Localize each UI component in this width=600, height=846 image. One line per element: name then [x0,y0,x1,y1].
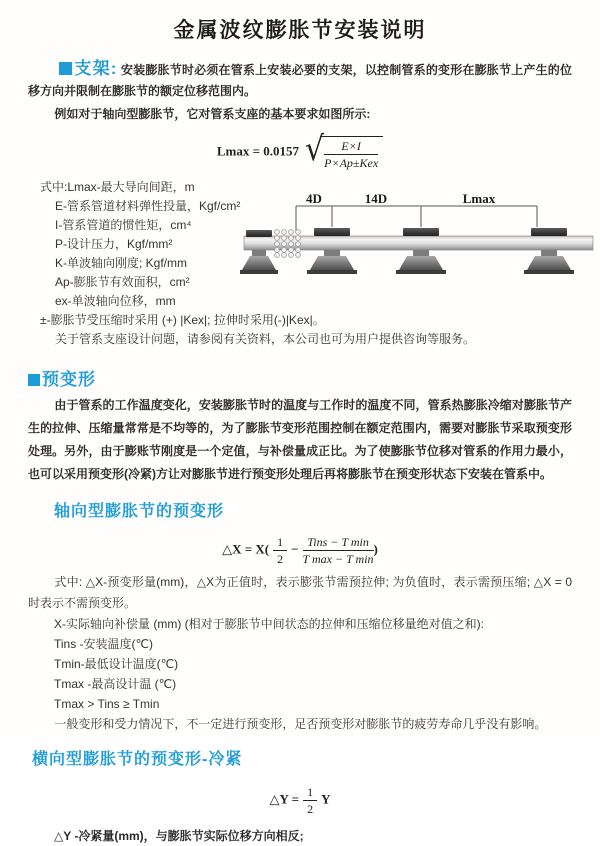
definition-line: P-设计压力，Kgf/mm² [55,237,173,251]
note-line: Tins -安装温度(℃) [54,637,154,651]
formula-dx-half [273,535,287,566]
definition-line: 式中:Lmax-最大导向间距，m [40,180,195,194]
formula-lmax-fraction [324,139,378,170]
formula-lmax [28,129,572,170]
predeform-heading-label: 预变形 [42,370,96,389]
dim-label-lmax: Lmax [462,192,496,206]
definition-line: Ap-膨胀节有效面积，cm² [55,275,190,289]
note-line: Tmin-最低设计温度(℃) [54,657,179,671]
note-line: X-实际轴向补偿量 (mm) (相对于膨胀节中间状态的拉伸和压缩位移量绝对值之和): [54,617,484,631]
half-numerator: 1 [273,535,287,551]
sqrt-content [320,136,383,170]
formula-lmax-numerator: E×I [324,139,378,155]
section-square-icon [59,62,72,75]
dy-note-line: △Y -冷紧量(mm)，与膨胀节实际位移方向相反; [54,829,304,843]
formula-dy-numerator: 1 [303,785,317,801]
sqrt-radical [305,129,383,170]
lateral-subsection-heading: 横向型膨胀节的预变形-冷紧 [32,751,243,768]
formula-dx-lhs: △X = X( [222,541,270,557]
support-section-heading [59,59,117,78]
formula-lmax-lhs: Lmax = 0.0157 [216,143,300,159]
definition-line: 关于管系支座设计问题，请参阅有关资料，本公司也可为用户提供咨询等服务。 [55,332,476,346]
definition-line: E-管系管道材料弹性投量，Kgf/cm² [55,199,241,213]
formula-dy-denominator: 2 [307,802,314,816]
half-denominator: 2 [277,552,284,566]
definition-line: I-管系管道的惯性矩，cm⁴ [55,218,192,232]
formula-dy-fraction [303,785,317,816]
predeform-section-heading [28,365,572,390]
support-intro-paragraph [28,58,572,102]
formula-lmax-denominator: P×Ap±Kex [324,156,379,170]
axial-subsection-heading: 轴向型膨胀节的预变形 [54,503,225,520]
formula-dx-fraction [303,535,374,566]
note-line: Tmax -最高设计温 (℃) [54,677,177,691]
support-pedestal [524,228,574,274]
formula-delta-x [28,535,572,566]
pipe-support-diagram [240,192,596,290]
definition-line: K-单波轴向刚度; Kgf/mm [55,256,188,270]
page-title: 金属波纹膨胀节安装说明 [173,19,427,42]
support-pedestal [396,228,446,274]
predeform-paragraph: 由于管系的工作温度变化，安装膨胀节时的温度与工作时的温度不同，管系热膨胀冷缩对膨胀节产生的拉伸、压缩量常常是不均等的，为了膨胀节变形范围控制在额定范围内，需要对膨胀节采取预变形处理。另外，由于膨账节刚度是一个定值，与补偿量成正比。为了使膨胀节位移对管系的作用力最小，也可以采用预变形(冷紧)方让对膨胀节进行预变形处理后再将膨胀节在预变形状态下安装在管系中。 [28,398,572,481]
definition-line: ±-膨胀节受压缩时采用 (+) |Kex|; 拉伸时采用(-)|Kex|。 [40,313,325,327]
section-square-icon [28,374,40,386]
support-pedestal [307,228,357,274]
axial-closing-paragraph: 一般变形和受力情况下，不一定进行预变形，足否预变形对膨胀节的疲劳寿命几乎没有影响。 [54,717,547,731]
formula-dx-denominator: T max − T min [302,552,374,566]
definition-line: ex-单波轴向位移，mm [55,294,176,308]
support-example-text: 例如对于轴向型膨胀节，它对管系支座的基本要求如图所示: [54,107,371,121]
formula-dx-close-paren: ) [373,541,378,557]
dim-label-4d: 4D [306,192,322,206]
dx-note-paragraph: 式中: △X-预变形量(mm)，△X为正值时，表示膨张节需预拉伸; 为负值时，表示需预压缩; △X = 0时表示不需预变形。 [28,575,572,610]
note-line: Tmax > Tins ≥ Tmin [54,697,160,711]
support-intro-text: 安装膨胀节时必须在管系上安装必要的支架，以控制管系的变形在膨胀节上产生的位移方向并限制在膨胀节的额定位移范围内。 [28,63,572,98]
dim-label-14d: 14D [364,192,388,206]
support-heading-label: 支架: [74,59,118,78]
formula-dx-minus: − [291,541,299,557]
formula-delta-y [28,785,572,816]
dx-notes-list [28,614,572,734]
formula-dx-numerator: Tins − T min [303,535,374,551]
formula-dy-rhs: Y [321,791,331,807]
formula-dy-lhs: △Y = [269,791,300,807]
sqrt-sign-icon: √ [305,129,325,170]
